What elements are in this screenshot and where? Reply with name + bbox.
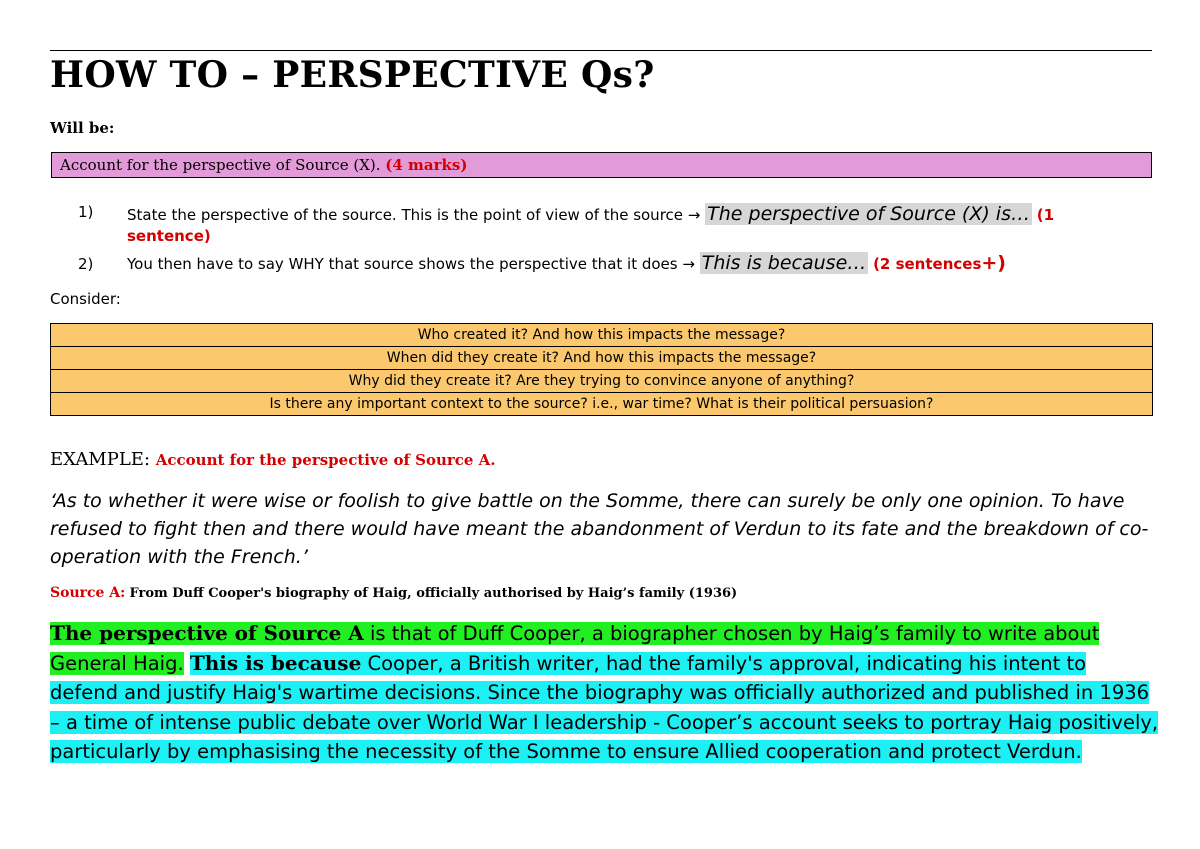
consider-table bbox=[50, 323, 1153, 416]
question-marks: (4 marks) bbox=[385, 156, 468, 174]
plus-sign: +) bbox=[981, 252, 1006, 274]
step-number: 1) bbox=[78, 203, 94, 221]
source-attribution bbox=[50, 585, 737, 601]
perspective-text: is that of Duff Cooper, a biographer chosen by Haig’s family to write about General Haig. bbox=[50, 622, 1100, 675]
sentence-stem: The perspective of Source (X) is… bbox=[707, 203, 1030, 225]
consider-label: Consider: bbox=[50, 290, 121, 308]
consider-row: Why did they create it? Are they trying to convince anyone of anything? bbox=[51, 370, 1152, 393]
source-description: From Duff Cooper's biography of Haig, officially authorised by Haig’s family (1936) bbox=[129, 586, 738, 601]
sentence-count: (1 bbox=[1036, 206, 1055, 224]
because-stem: This is because bbox=[189, 650, 362, 675]
source-quote: ‘As to whether it were wise or foolish to give battle on the Somme, there can surely be only one opinion. To have refused to fight then and there would have meant the abandonment of Verdun to its fate and the breakdown of co-operation with the French.’ bbox=[50, 490, 1149, 568]
source-label: Source A: bbox=[50, 585, 126, 601]
sentence-stem: This is because… bbox=[701, 252, 867, 274]
question-box bbox=[51, 152, 1152, 178]
sentence-count: (2 sentences bbox=[873, 255, 982, 273]
perspective-stem: The perspective of Source A bbox=[50, 621, 364, 645]
step-instruction: State the perspective of the source. This is the point of view of the source → bbox=[127, 206, 701, 224]
because-text: Cooper, a British writer, had the family's approval, indicating his intent to defend and justify Haig's wartime decisions. Since the biography was officially authorized and published in 1936 – a time of intense public debate over World War I leadership - Cooper’s account seeks to portray Haig positively, particularly by emphasising the necessity of the Somme to ensure Allied cooperation and protect Verdun. bbox=[50, 651, 1159, 763]
page-title: HOW TO – PERSPECTIVE Qs? bbox=[50, 54, 655, 96]
example-task: Account for the perspective of Source A. bbox=[155, 451, 496, 469]
step-number: 2) bbox=[78, 255, 94, 273]
will-be-label: Will be: bbox=[50, 119, 115, 137]
step-text bbox=[127, 252, 1006, 274]
because-sentence bbox=[50, 652, 1158, 764]
consider-row: When did they create it? And how this impacts the message? bbox=[51, 347, 1152, 370]
step-text bbox=[127, 203, 1054, 225]
sentence-count-continued: sentence) bbox=[127, 227, 211, 245]
model-answer bbox=[50, 619, 1160, 767]
top-rule bbox=[50, 50, 1152, 51]
example-heading bbox=[50, 449, 496, 470]
consider-row: Who created it? And how this impacts the message? bbox=[51, 324, 1152, 347]
consider-row: Is there any important context to the source? i.e., war time? What is their political persuasion? bbox=[51, 393, 1152, 415]
question-text: Account for the perspective of Source (X). bbox=[60, 156, 381, 174]
example-label: EXAMPLE: bbox=[50, 449, 151, 470]
step-instruction: You then have to say WHY that source shows the perspective that it does → bbox=[127, 255, 695, 273]
